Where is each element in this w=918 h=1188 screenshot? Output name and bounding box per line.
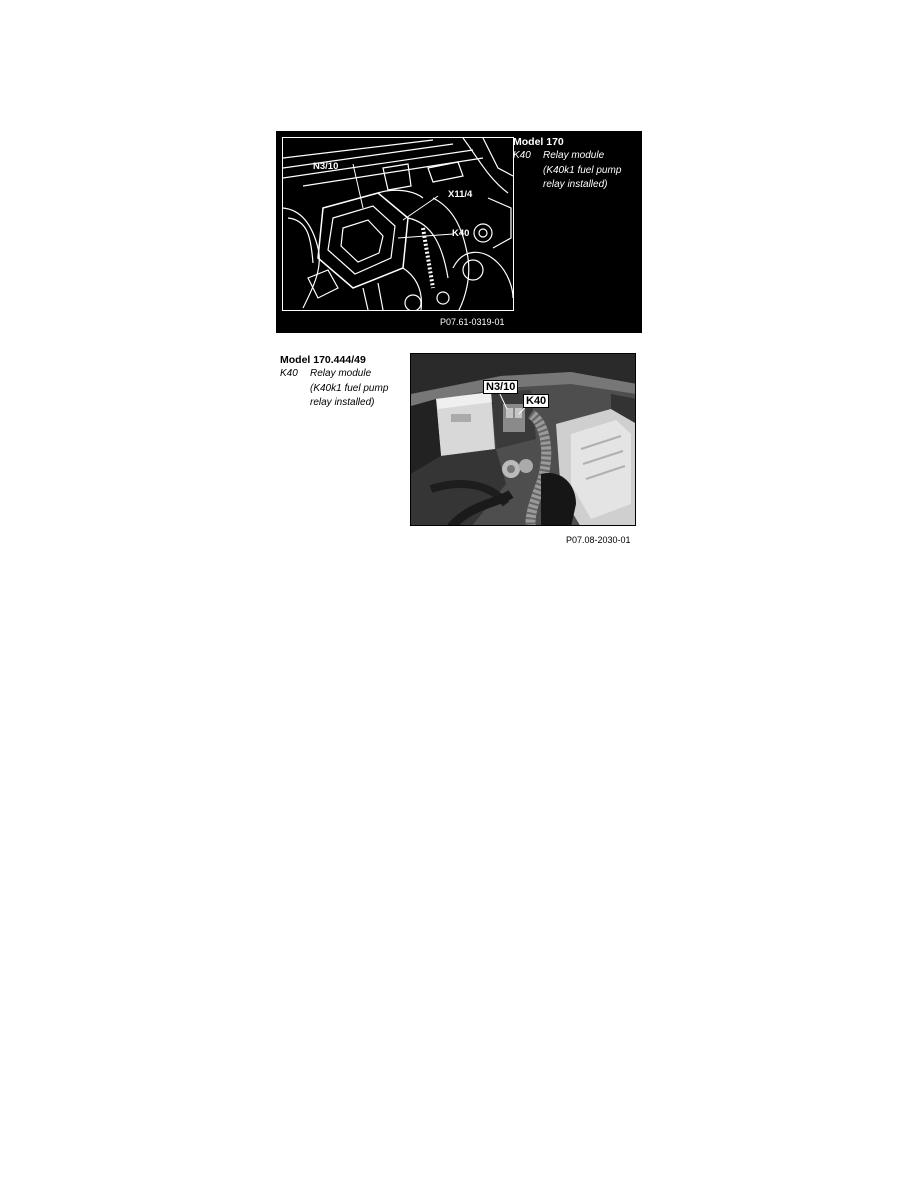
figure1-legend bbox=[513, 149, 639, 193]
label-k40: K40 bbox=[523, 394, 549, 408]
legend-line: Relay module bbox=[310, 368, 372, 379]
legend-key: K40 bbox=[280, 368, 298, 379]
legend-line: relay installed) bbox=[310, 397, 375, 408]
label-n3-10: N3/10 bbox=[313, 161, 339, 172]
figure1-code: P07.61-0319-01 bbox=[440, 317, 505, 327]
legend-key: K40 bbox=[513, 150, 531, 161]
figure1-title: Model 170 bbox=[513, 136, 564, 148]
legend-line: Relay module bbox=[543, 150, 605, 161]
legend-line: (K40k1 fuel pump bbox=[310, 382, 389, 394]
label-n3-10: N3/10 bbox=[483, 380, 518, 394]
engine-bay-photo bbox=[410, 353, 636, 526]
label-k40: K40 bbox=[452, 228, 470, 239]
label-x11-4: X11/4 bbox=[448, 189, 473, 200]
legend-description bbox=[310, 367, 406, 411]
figure2-code: P07.08-2030-01 bbox=[566, 535, 631, 545]
figure-model-170 bbox=[276, 131, 642, 333]
figure2-caption bbox=[280, 354, 406, 411]
figure2-legend bbox=[280, 367, 406, 411]
legend-description bbox=[543, 149, 639, 193]
legend-line: (K40k1 fuel pump bbox=[543, 164, 622, 176]
figure2-title: Model 170.444/49 bbox=[280, 354, 366, 366]
figure1-caption bbox=[513, 136, 639, 193]
legend-line: relay installed) bbox=[543, 179, 608, 190]
